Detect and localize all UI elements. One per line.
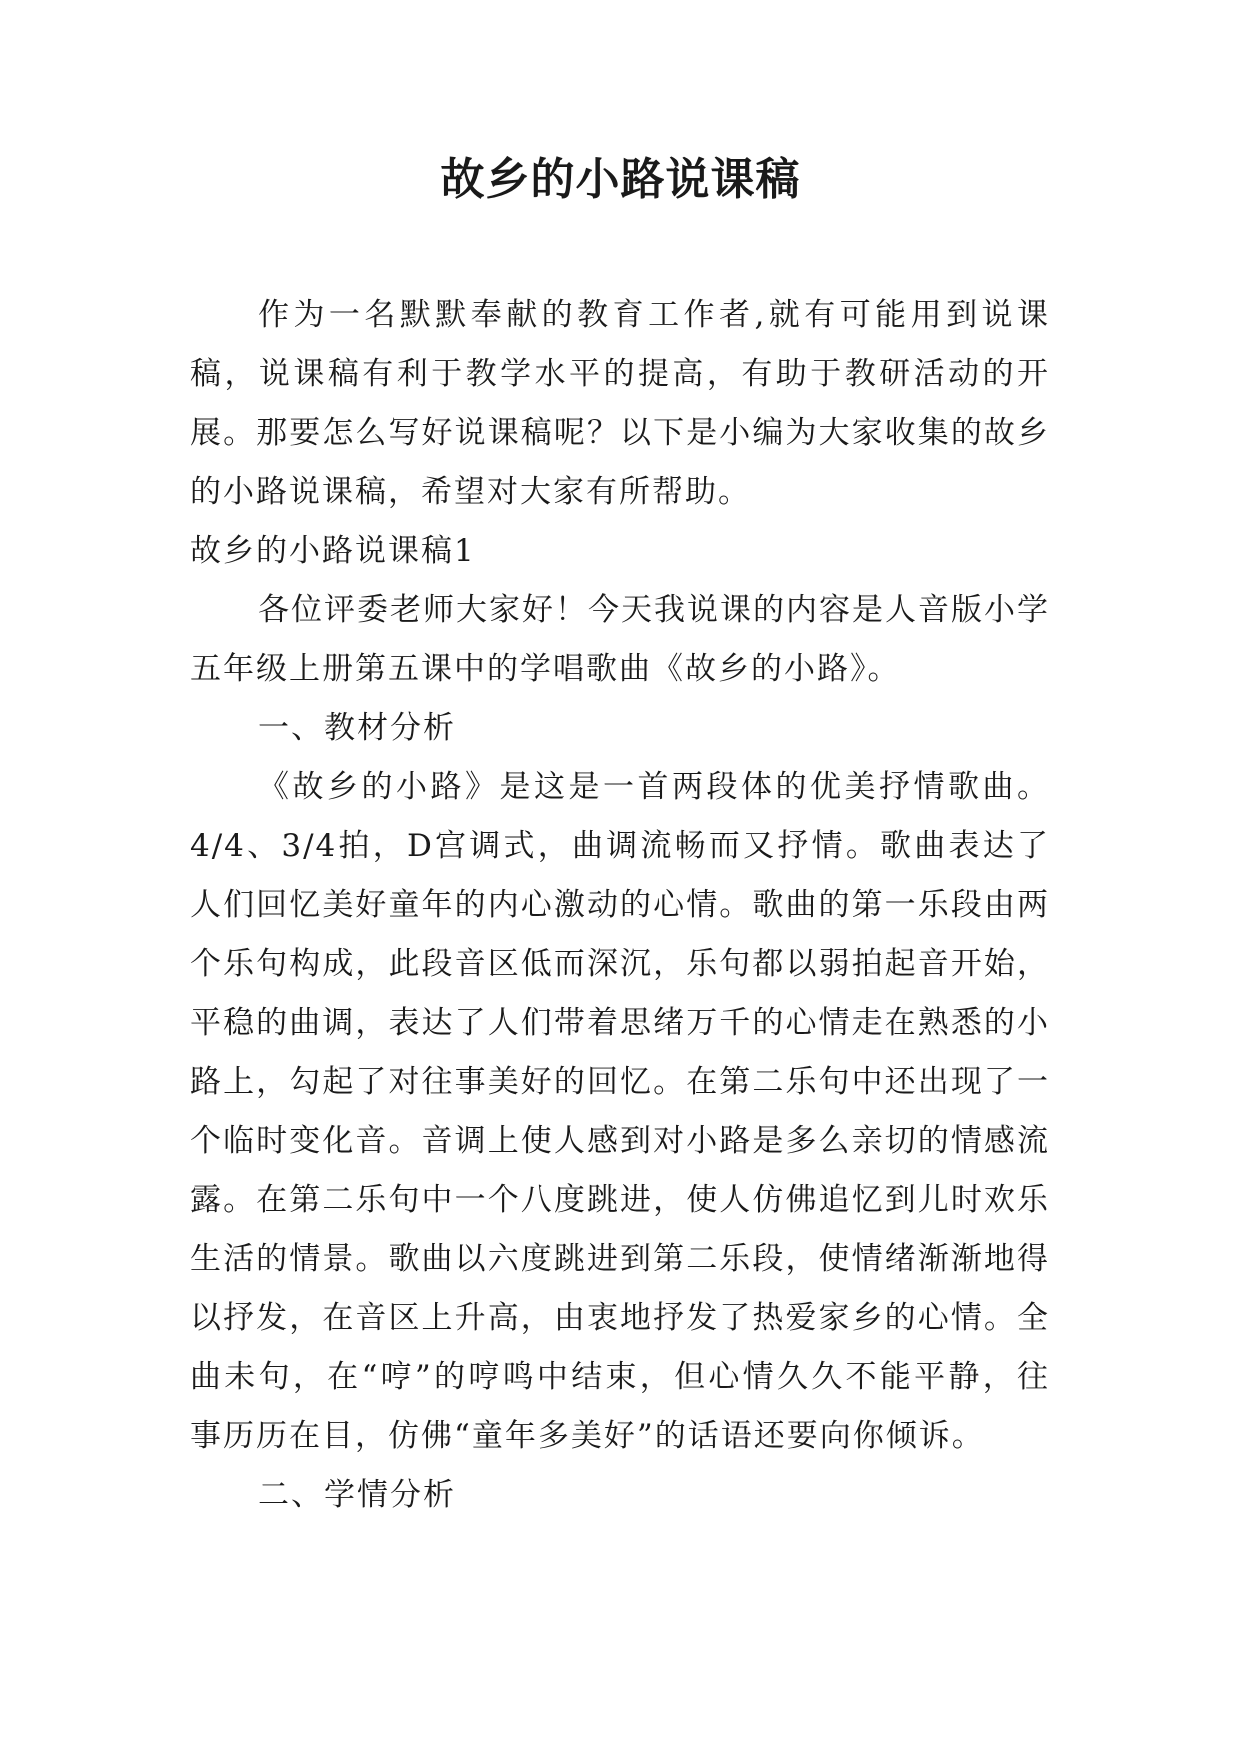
section-title: 故乡的小路说课稿1 <box>190 533 476 569</box>
analysis-paragraph: 《故乡的小路》是这是一首两段体的优美抒情歌曲。4/4、3/4拍，D宫调式，曲调流畅而又抒情。歌曲表达了人们回忆美好童年的内心激动的心情。歌曲的第一乐段由两个乐句构成，此段音区低而深沉，乐句都以弱拍起音开始，平稳的曲调，表达了人们带着思绪万千的心情走在熟悉的小路上，勾起了对往事美好的回忆。在第二乐句中还出现了一个临时变化音。音调上使人感到对小路是多么亲切的情感流露。在第二乐句中一个八度跳进，使人仿佛追忆到儿时欢乐生活的情景。歌曲以六度跳进到第二乐段，使情绪渐渐地得以抒发，在音区上升高，由衷地抒发了热爱家乡的心情。全曲未句，在“哼”的哼鸣中结束，但心情久久不能平静，往事历历在目，仿佛“童年多美好”的话语还要向你倾诉。 <box>190 769 1050 1454</box>
document-body <box>190 286 1050 1525</box>
section-heading-textbook-analysis: 一、教材分析 <box>258 710 456 746</box>
section-heading-learner-analysis: 二、学情分析 <box>258 1477 456 1513</box>
greeting-paragraph: 各位评委老师大家好！今天我说课的内容是人音版小学五年级上册第五课中的学唱歌曲《故乡的小路》。 <box>190 592 1050 687</box>
intro-paragraph: 作为一名默默奉献的教育工作者,就有可能用到说课稿，说课稿有利于教学水平的提高，有助于教研活动的开展。那要怎么写好说课稿呢？以下是小编为大家收集的故乡的小路说课稿，希望对大家有所帮助。 <box>190 297 1050 510</box>
document-title: 故乡的小路说课稿 <box>440 154 801 205</box>
